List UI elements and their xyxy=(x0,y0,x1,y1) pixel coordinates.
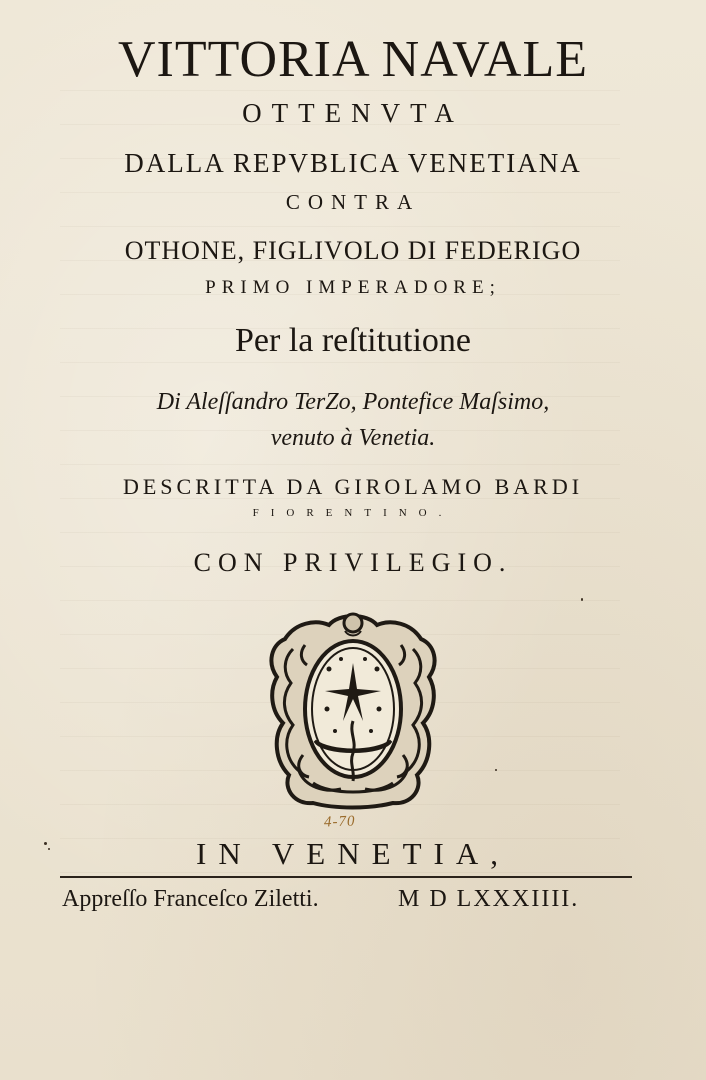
year-text: M D LXXXIIII. xyxy=(398,886,580,912)
title-line-3: DALLA REPVBLICA VENETIANA xyxy=(124,148,582,178)
title-line-8: Di Aleſſandro TerZo, Pontefice Maſsimo, xyxy=(156,389,550,415)
author-origin-line: FIORENTINO. xyxy=(252,507,454,519)
ink-stamp: 4-70 xyxy=(323,813,356,831)
ink-speck xyxy=(48,848,50,850)
title-line-9: venuto à Venetia. xyxy=(270,425,436,451)
imprint-rule xyxy=(60,876,632,878)
title-line-6: PRIMO IMPERADORE; xyxy=(205,277,501,298)
title-line-2: OTTENVTA xyxy=(242,98,464,128)
ink-speck xyxy=(495,769,497,771)
title-line-4: CONTRA xyxy=(285,190,421,214)
ink-speck xyxy=(581,598,583,601)
author-line: DESCRITTA DA GIROLAMO BARDI xyxy=(122,474,584,499)
privilege-line: CON PRIVILEGIO. xyxy=(193,548,513,577)
title-line-7: Per la reſtitutione xyxy=(234,322,472,359)
title-line-5: OTHONE, FIGLIVOLO DI FEDERIGO xyxy=(124,236,582,265)
ink-speck xyxy=(44,842,47,845)
place-line: IN VENETIA, xyxy=(196,836,510,871)
star-emblem-icon xyxy=(265,605,441,811)
imprint-line xyxy=(0,886,706,916)
title-line-1: VITTORIA NAVALE xyxy=(117,31,589,88)
publisher-text: Appreſſo Franceſco Ziletti. xyxy=(62,886,319,912)
